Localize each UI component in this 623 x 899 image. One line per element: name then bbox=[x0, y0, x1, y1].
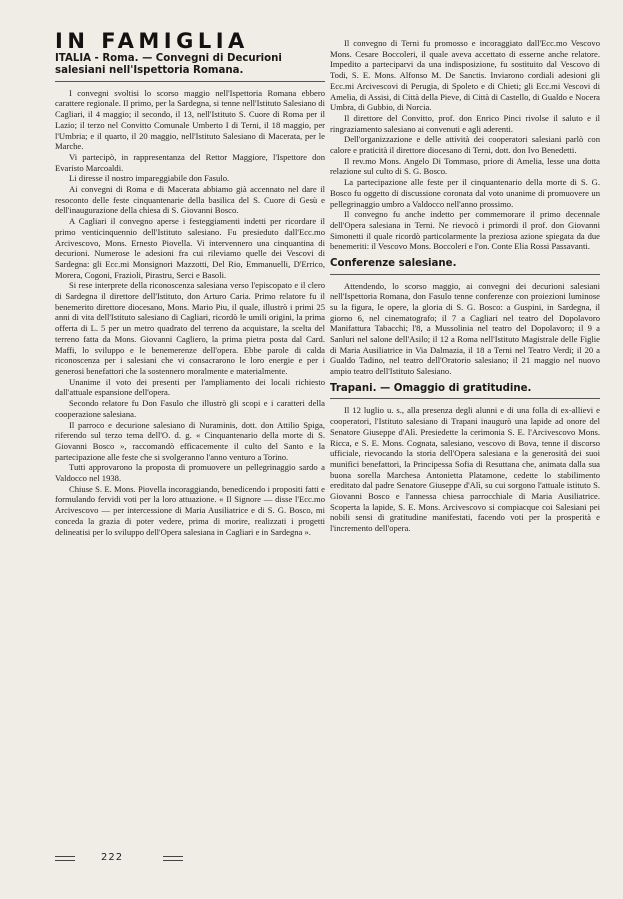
section-heading-italia-text: ITALIA - Roma. — Convegni di Decurioni salesiani nell'Ispettoria Romana. bbox=[55, 52, 282, 77]
paragraph: Il convegno fu anche indetto per commemorare il primo decennale dell'Opera salesiana in Terni. Ne rievocò i primordi il prof. don Giovanni Simonetti il quale ricordò particolarmente la preziosa azione spiegata da due benemeriti: il Vescovo Mons. Boccoleri e l'on. Conte Elia Rossi Passavanti. bbox=[330, 209, 600, 252]
section-heading-conferenze bbox=[330, 258, 600, 275]
page-footer bbox=[55, 852, 195, 870]
paragraph: Unanime il voto dei presenti per l'ampliamento dei locali richiesto dall'attuale espansione dell'opera. bbox=[55, 376, 325, 398]
page-title: IN FAMIGLIA bbox=[55, 29, 249, 53]
paragraph: Il 12 luglio u. s., alla presenza degli alunni e di una folla di ex-allievi e cooperatori, l'Istituto salesiano di Trapani inaugurò una lapide ad onore del Senatore Giuseppe d'Alì. Presiedette la cerimonia S. E. l'Arcivescovo Mons. Ricca, e S. E. Mons. Cognata, salesiano, vescovo di Bova, tenne il discorso ufficiale, rievocando la storia dell'Opera salesiana e la generosità dei suoi munifici benefattori, la Principessa Sofia di Resuttana che, animata dalla sua buona sorella Marchesa Antonietta Platamone, cedette lo stabilimento ereditato dal padre Senatore Giuseppe d'Alì, su cui sorgono l'attuale istituto S. Giovanni Bosco e l'annessa chiesa parrocchiale di Maria Ausiliatrice. Scoperta la lapide, S. E. Mons. Arcivescovo si compiacque coi Salesiani pei nobili sensi di gratitudine manifestati, facendo voti per la prosperità e l'incremento dell'opera. bbox=[330, 405, 600, 534]
section-heading-conferenze-text: Conferenze salesiane. bbox=[330, 258, 457, 270]
paragraph: Secondo relatore fu Don Fasulo che illustrò gli scopi e i caratteri della cooperazione salesiana. bbox=[55, 398, 325, 419]
paragraph: Il convegno di Terni fu promosso e incoraggiato dall'Ecc.mo Vescovo Mons. Cesare Boccoleri, il quale aveva accettato di esserne anche relatore. Impedito a parteciparvi da una indisposizione, fu sostituito dal Vescovo di Todi, S. E. Mons. Alfonso M. De Sanctis. Inviarono cordiali adesioni gli Ecc.mi Arcivescovi di Perugia, di Spoleto e di Chieti; gli Ecc.mi Vescovi di Amelia, di Assisi, di Città della Pieve, di Città di Castello, di Gualdo e Nocera Umbra, di Gubbio, di Norcia. bbox=[330, 38, 600, 113]
section-heading-italia bbox=[55, 53, 325, 82]
heading-rule bbox=[55, 81, 325, 82]
footer-ornament-right bbox=[163, 856, 183, 862]
heading-rule bbox=[330, 274, 600, 275]
paragraph: Chiuse S. E. Mons. Piovella incoraggiando, benedicendo i propositi fatti e formulando fervidi voti per la loro attuazione. « Il Signore — disse l'Ecc.mo Arcivescovo — per intercessione di Maria Ausiliatrice e di S. G. Bosco, mi conceda la grazia di poter vedere, prima di morire, realizzati i progetti delineatisi per lo sviluppo dell'Opera salesiana in Cagliari e in Sardegna ». bbox=[55, 483, 325, 537]
paragraph: I convegni svoltisi lo scorso maggio nell'Ispettoria Romana ebbero carattere regionale. Il primo, per la Sardegna, si tenne nell'Istituto Salesiano di Cagliari, il 4 maggio; il secondo, il 13, nell'Istituto S. Cuore di Roma per il Lazio; il terzo nel Convitto Comunale Umberto I di Terni, il 18 maggio, per l'Umbria; e il quarto, il 20 maggio, nell'Istituto Salesiano di Macerata, per le Marche. bbox=[55, 87, 325, 152]
paragraph: Il rev.mo Mons. Angelo Di Tommaso, priore di Amelia, lesse una dotta relazione sul culto di S. G. Bosco. bbox=[330, 155, 600, 177]
paragraph: Attendendo, lo scorso maggio, ai convegni dei decurioni salesiani nell'Ispettoria Romana, don Fasulo tenne conferenze con proiezioni luminose su la figura, le opere, la gloria di S. G. Bosco: a Guspini, in Sardegna, il giorno 6, nel cinematografo; il 7 a Cagliari nel teatro del Dopolavoro Manifattura Tabacchi; l'8, a Mussolinia nel teatro del Dopolavoro; il 9 a Sanluri nel salone dell'Asilo; il 12 a Roma nell'Istituto Magistrale delle Figlie di Maria Ausiliatrice in Via Dalmazia, il 18 a Terni nel Teatro Verdi; il 20 a Gualdo Tadino, nel teatro dell'Oratorio salesiano; il 21 maggio nel nuovo ampio teatro dell'Istituto Salesiano. bbox=[330, 280, 600, 377]
paragraph: Vi partecipò, in rappresentanza del Rettor Maggiore, l'Ispettore don Evaristo Marcoaldi. bbox=[55, 151, 325, 173]
paragraph: Il direttore del Convitto, prof. don Enrico Pinci rivolse il saluto e il ringraziamento salesiano ai convenuti e agli aderenti. bbox=[330, 112, 600, 134]
paragraph: Ai convegni di Roma e di Macerata abbiamo già accennato nel dare il resoconto delle feste cinquantenarie della basilica del S. Cuore di Gesù e dell'inaugurazione della chiesa di S. Giovanni Bosco. bbox=[55, 184, 325, 216]
right-column bbox=[330, 38, 600, 534]
paragraph: A Cagliari il convegno aperse i festeggiamenti indetti per ricordare il primo venticinquennio dell'Istituto salesiano. Fu presieduto dall'Ecc.mo Arcivescovo, Mons. Ernesto Piovella. Vi intervennero una cinquantina di decurioni. Numerose le adesioni fra cui rileviamo quelle dei Vescovi di Sardegna: gli Ecc.mi Monsignori Mazzotti, Del Rio, Emmanuelli, D'Errico, Morera, Cogoni, Frazioli, Pirastru, Serci e Basoli. bbox=[55, 216, 325, 280]
paragraph: Si rese interprete della riconoscenza salesiana verso l'episcopato e il clero di Sardegna il direttore dell'Istituto, don Arturo Caria. Primo relatore fu il benemerito direttore diocesano, Mons. Mario Piu, il quale, illustrò i primi 25 anni di vita dell'Istituto salesiano di Cagliari, ricordò le umili origini, la prima offerta di L. 5 per un metro quadrato del terreno da acquistare, la scelta del terreno fatta da Mons. Giovanni Cagliero, la prima pietra posta dal Card. Maffi, lo sviluppo e le benemerenze dell'opera. Ebbe parole di calda riconoscenza per i salesiani che vi consacrarono le loro energie e per i generosi benefattori che la sostennero moralmente e materialmente. bbox=[55, 280, 325, 376]
section-heading-trapani bbox=[330, 383, 600, 400]
left-column bbox=[55, 29, 325, 537]
page-number: 222 bbox=[101, 852, 124, 863]
section-heading-trapani-text: Trapani. — Omaggio di gratitudine. bbox=[330, 382, 532, 394]
paragraph: Il parroco e decurione salesiano di Nuraminis, dott. don Attilio Spiga, riferendo sul terzo tema dell'O. d. g. « Cinquantenario della morte di S. Giovanni Bosco », raccomandò efficacemente il culto del Santo e la partecipazione alle feste che si svolgeranno l'anno venturo a Torino. bbox=[55, 419, 325, 462]
paragraph: Tutti approvarono la proposta di promuovere un pellegrinaggio sardo a Valdocco nel 1938. bbox=[55, 462, 325, 484]
paragraph: La partecipazione alle feste per il cinquantenario della morte di S. G. Bosco fu oggetto di discussione coronata dal voto unanime di promuovere un pellegrinaggio umbro a Valdocco nell'anno prossimo. bbox=[330, 177, 600, 209]
paragraph: Dell'organizzazione e delle attività dei cooperatori salesiani parlò con calore e praticità il direttore diocesano di Terni, dott. don Ivo Benedetti. bbox=[330, 134, 600, 156]
paragraph: Li diresse il nostro impareggiabile don Fasulo. bbox=[69, 173, 230, 184]
heading-rule bbox=[330, 398, 600, 399]
footer-ornament-left bbox=[55, 856, 75, 862]
